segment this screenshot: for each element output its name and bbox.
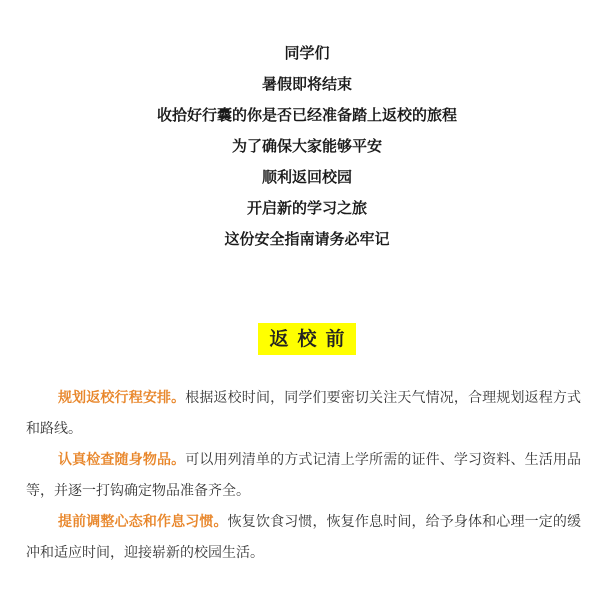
- tip-item: [26, 445, 581, 507]
- intro-line: 为了确保大家能够平安: [231, 137, 382, 155]
- tip-item: [26, 383, 581, 445]
- intro-line: 这份安全指南请务必牢记: [224, 230, 390, 248]
- tip-lead: 提前调整心态和作息习惯。: [58, 514, 228, 530]
- tips-list: [26, 383, 581, 569]
- intro-line: 开启新的学习之旅: [246, 199, 367, 217]
- intro-line: 顺利返回校园: [261, 168, 352, 186]
- intro-line: 暑假即将结束: [261, 75, 352, 93]
- tip-lead: 认真检查随身物品。: [58, 452, 186, 468]
- section-heading: 返校前: [258, 323, 355, 355]
- tip-item: [26, 507, 581, 569]
- tip-text: 根据返校时间，同学们要密切关注天气情况，合理规划返程方式和路线。: [26, 390, 581, 437]
- section-heading-wrap: [0, 323, 614, 355]
- tip-lead: 规划返校行程安排。: [58, 390, 186, 406]
- tip-text: 可以用列清单的方式记清上学所需的证件、学习资料、生活用品等，并逐一打钩确定物品准备齐全。: [26, 452, 581, 499]
- intro-text: [0, 38, 614, 255]
- intro-line: 同学们: [284, 44, 330, 62]
- intro-line: 收拾好行囊的你是否已经准备踏上返校的旅程: [156, 106, 457, 124]
- tip-text: 恢复饮食习惯，恢复作息时间，给予身体和心理一定的缓冲和适应时间，迎接崭新的校园生活。: [26, 514, 582, 561]
